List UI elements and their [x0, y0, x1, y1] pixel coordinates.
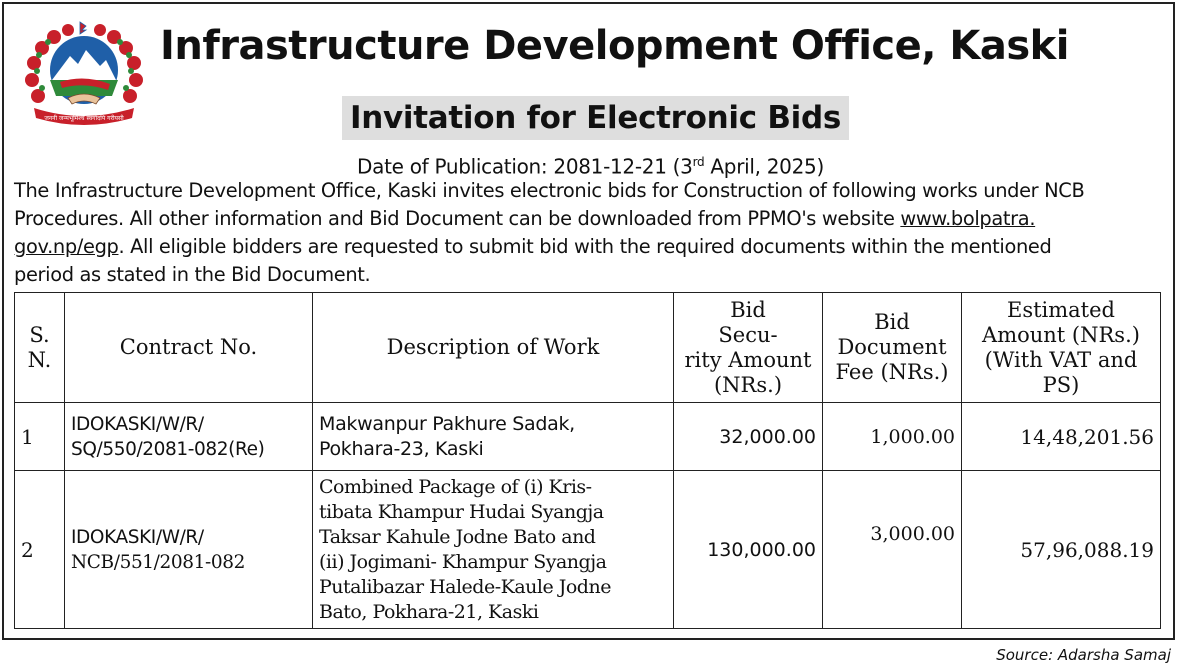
- source-credit: Source: Adarsha Samaj: [996, 646, 1171, 664]
- header-security-line1: Bid: [730, 297, 766, 322]
- header-amount-line2: Amount (NRs.): [982, 322, 1140, 347]
- table-header-row: [15, 293, 1161, 403]
- row-sn: 1: [15, 403, 65, 471]
- office-title: Infrastructure Development Office, Kaski: [160, 23, 1069, 69]
- row-sn: 2: [15, 471, 65, 629]
- publication-date: [0, 148, 1181, 181]
- row-description: [313, 403, 674, 471]
- contract-line2: SQ/550/2081-082(Re): [71, 438, 265, 460]
- nepal-emblem-icon: [20, 18, 148, 130]
- table-row: [15, 471, 1161, 629]
- row-document-fee: 1,000.00: [823, 403, 962, 471]
- desc-line1: Combined Package of (i) Kris-: [319, 475, 592, 498]
- publication-date-suffix: April, 2025): [704, 154, 824, 179]
- emblem-motto: जननी जन्मभूमिश्च स्वर्गादपि गरीयसी: [44, 115, 124, 122]
- header-description: Description of Work: [313, 293, 674, 403]
- desc-line3: Taksar Kahule Jodne Bato and: [319, 525, 596, 548]
- header-amount-line1: Estimated: [1006, 297, 1115, 322]
- header-security-line2: Secu-: [718, 322, 778, 347]
- header-fee-line1: Bid: [874, 310, 910, 334]
- intro-line-1: The Infrastructure Development Office, Kaski invites electronic bids for Construction of following works under NCB: [14, 179, 1085, 202]
- header-bid-security: [674, 293, 823, 403]
- header-contract-no: Contract No.: [65, 293, 313, 403]
- notice-title: Invitation for Electronic Bids: [342, 96, 849, 140]
- desc-line2: tibata Khampur Hudai Syangja: [319, 500, 604, 523]
- header-estimated-amount: [962, 293, 1161, 403]
- ppmo-website-link-part1[interactable]: www.bolpatra.: [900, 207, 1036, 230]
- contract-line1: IDOKASKI/W/R/: [71, 526, 204, 548]
- header-security-line4: (NRs.): [713, 372, 783, 397]
- desc-line1: Makwanpur Pakhure Sadak,: [319, 412, 575, 435]
- row-contract-no: [65, 403, 313, 471]
- row-document-fee: 3,000.00: [823, 471, 962, 629]
- desc-line2: Pokhara-23, Kaski: [319, 437, 484, 460]
- desc-line4: (ii) Jogimani- Khampur Syangja: [319, 550, 607, 573]
- intro-line-4: period as stated in the Bid Document.: [14, 263, 371, 286]
- row-description: [313, 471, 674, 629]
- row-contract-no: [65, 471, 313, 629]
- header-security-line3: rity Amount: [684, 347, 812, 372]
- contract-line1: IDOKASKI/W/R/: [71, 413, 204, 435]
- intro-line-2-text: Procedures. All other information and Bid Document can be downloaded from PPMO's website: [14, 207, 901, 230]
- header-amount-line4: PS): [1042, 372, 1080, 397]
- contract-line2: NCB/551/2081-082: [71, 551, 245, 573]
- publication-date-prefix: Date of Publication: 2081-12-21 (3: [357, 154, 693, 179]
- header-fee-line3: Fee (NRs.): [835, 360, 949, 384]
- intro-line-3-text: . All eligible bidders are requested to submit bid with the required documents within the mentioned: [118, 235, 1052, 258]
- header-sn-line1: S.: [29, 322, 50, 347]
- intro-line-3: [14, 233, 1164, 261]
- ppmo-website-link-part2[interactable]: gov.np/egp: [14, 235, 119, 258]
- row-bid-security: 130,000.00: [674, 471, 823, 629]
- desc-line5: Putalibazar Halede-Kaule Jodne: [319, 575, 611, 598]
- bids-table: [14, 292, 1161, 629]
- header-sn: [15, 293, 65, 403]
- row-estimated-amount: 14,48,201.56: [962, 403, 1161, 471]
- row-estimated-amount: 57,96,088.19: [962, 471, 1161, 629]
- desc-line6: Bato, Pokhara-21, Kaski: [319, 600, 539, 623]
- row-bid-security: 32,000.00: [674, 403, 823, 471]
- table-row: [15, 403, 1161, 471]
- intro-line-2: [14, 205, 1164, 233]
- intro-paragraph: [14, 177, 1164, 289]
- publication-date-sup: rd: [692, 155, 705, 169]
- header-document-fee: [823, 293, 962, 403]
- header-fee-line2: Document: [837, 335, 947, 359]
- header-sn-line2: N.: [27, 347, 52, 372]
- header-amount-line3: (With VAT and: [984, 347, 1138, 372]
